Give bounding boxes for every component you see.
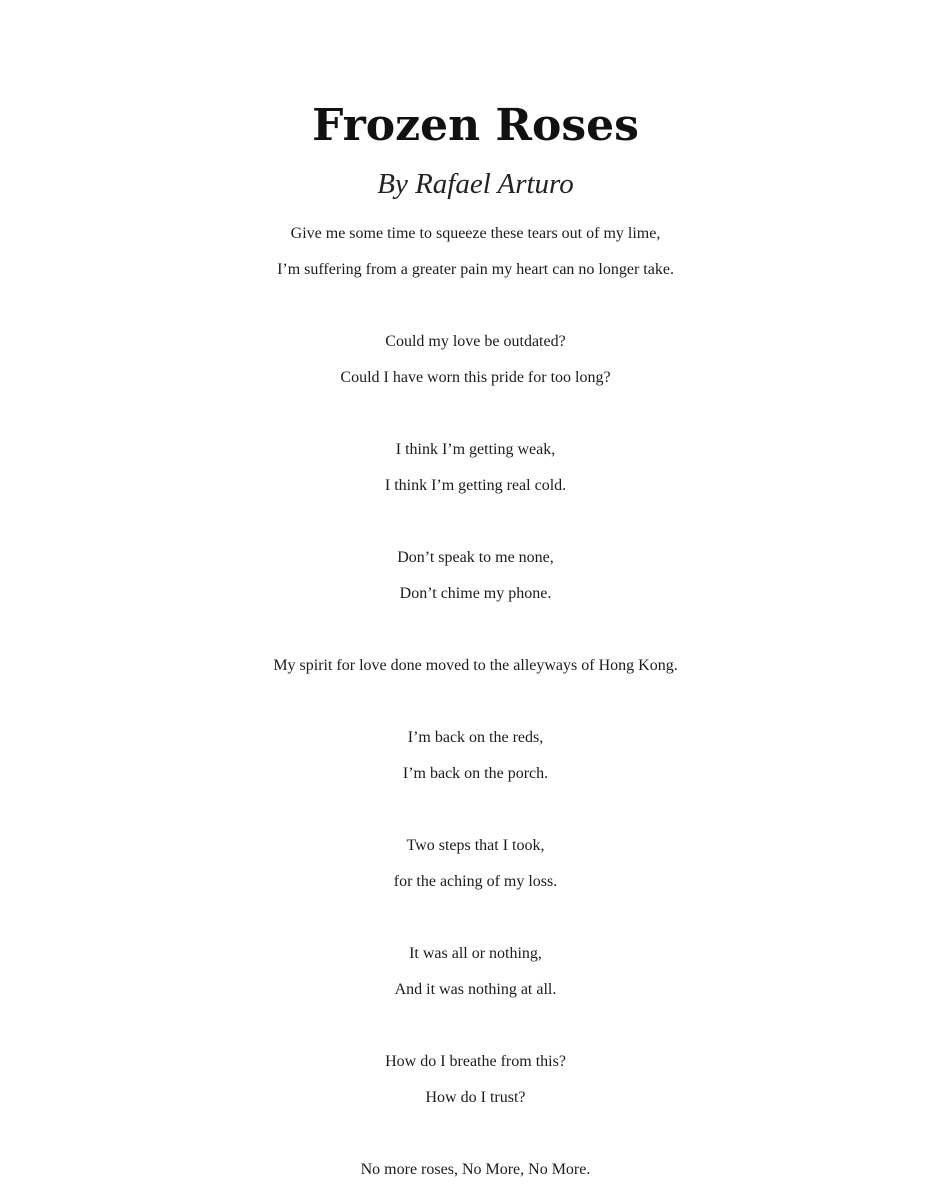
stanza bbox=[0, 1152, 951, 1188]
stanza bbox=[0, 720, 951, 792]
poem-line: Could my love be outdated? bbox=[385, 333, 566, 350]
poem-line: Give me some time to squeeze these tears out of my lime, bbox=[290, 225, 661, 242]
poem-line: No more roses, No More, No More. bbox=[360, 1161, 591, 1178]
poem-title: Frozen Roses bbox=[312, 100, 639, 151]
stanza bbox=[0, 648, 951, 684]
poem-line: for the aching of my loss. bbox=[393, 873, 558, 890]
poem-line: And it was nothing at all. bbox=[394, 981, 557, 998]
poem-byline: By Rafael Arturo bbox=[377, 168, 574, 200]
stanza bbox=[0, 540, 951, 612]
poem-line: I’m suffering from a greater pain my heart can no longer take. bbox=[277, 261, 674, 278]
poem-line: I’m back on the reds, bbox=[407, 729, 544, 746]
poem-line: It was all or nothing, bbox=[409, 945, 542, 962]
poem-line: Could I have worn this pride for too long? bbox=[340, 369, 611, 386]
poem-line: Two steps that I took, bbox=[406, 837, 545, 854]
poem-line: I think I’m getting real cold. bbox=[384, 477, 567, 494]
stanza bbox=[0, 324, 951, 396]
poem-line: Don’t speak to me none, bbox=[397, 549, 554, 566]
stanza bbox=[0, 1044, 951, 1116]
poem-line: How do I breathe from this? bbox=[385, 1053, 566, 1070]
poem-line: Don’t chime my phone. bbox=[399, 585, 552, 602]
stanza bbox=[0, 432, 951, 504]
stanza bbox=[0, 828, 951, 900]
poem-line: My spirit for love done moved to the alleyways of Hong Kong. bbox=[273, 657, 678, 674]
poem-line: I think I’m getting weak, bbox=[395, 441, 556, 458]
poem-line: I’m back on the porch. bbox=[402, 765, 549, 782]
stanza bbox=[0, 216, 951, 288]
poem-line: How do I trust? bbox=[425, 1089, 526, 1106]
stanza bbox=[0, 936, 951, 1008]
